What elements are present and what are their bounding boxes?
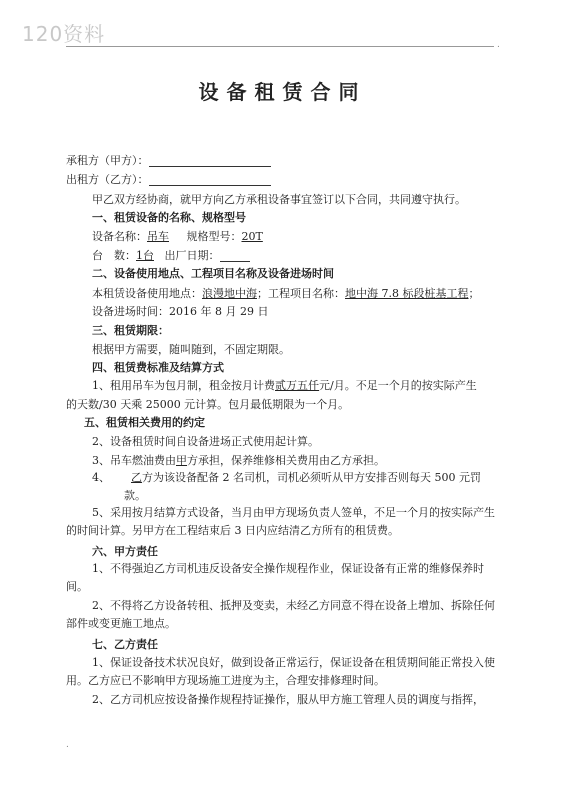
clause-5-4: 4、 乙方为该设备配备 2 名司机，司机必须听从甲方安排否则每天 500 元罚 [92, 471, 481, 484]
clause-7-1: 1、保证设备技术状况良好，做到设备正常运行，保证设备在租赁期间能正常投入使用。乙方应已不影响甲方现场施工进度为主，合理安排修理时间。 [66, 656, 495, 687]
header-rule [66, 46, 494, 47]
section-4-heading: 四、租赁费标准及结算方式 [92, 361, 224, 374]
clause-6-1: 1、不得强迫乙方司机违反设备安全操作规程作业，保证设备有正常的维修保养时间。 [66, 562, 484, 593]
watermark: 120资料 [22, 22, 106, 46]
fee-line-2: 的天数/30 天乘 25000 元计算。包月最低期限为一个月。 [66, 398, 350, 411]
section-6-heading: 六、甲方责任 [92, 545, 158, 558]
clause-5-2: 2、设备租赁时间自设备进场正式使用起计算。 [92, 435, 319, 448]
lessee-blank[interactable] [149, 155, 271, 167]
clause-7-2: 2、乙方司机应按设备操作规程持证操作，服从甲方施工管理人员的调度与指挥， [92, 693, 484, 706]
place-label: 本租赁设备使用地点： [92, 287, 202, 300]
lessor-blank[interactable] [149, 174, 271, 186]
footer-dot: . [66, 740, 69, 750]
section-7-heading: 七、乙方责任 [92, 638, 158, 651]
section-1-heading: 一、租赁设备的名称、规格型号 [92, 211, 246, 224]
monthly-amount: 贰万五仟 [275, 379, 319, 392]
driver-party: 乙 [130, 471, 142, 484]
count-value: 1台 [136, 249, 154, 262]
section-2-heading: 二、设备使用地点、工程项目名称及设备进场时间 [92, 267, 334, 280]
lessor-line [66, 173, 502, 186]
section-3-heading: 三、租赁期限： [92, 324, 169, 337]
project-label: ；工程项目名称： [257, 287, 345, 300]
place-value: 浪漫地中海 [202, 287, 257, 300]
count-line [92, 249, 528, 262]
equipment-name-line [92, 230, 528, 243]
term-text: 根据甲方需要，随叫随到，不固定期限。 [92, 343, 290, 356]
clause-5-4-cont: 款。 [124, 489, 146, 502]
fee-line-1: 1、租用吊车为包月制，租金按月计费贰万五仟元/月。不足一个月的按实际产生 [92, 379, 477, 392]
clause-5-5: 5、采用按月结算方式设备，当月由甲方现场负责人签单，不足一个月的按实际产生的时间计算。另甲方在工程结束后 3 日内应结清乙方所有的租赁费。 [66, 506, 495, 537]
clause-6-2: 2、不得将乙方设备转租、抵押及变卖，未经乙方同意不得在设备上增加、拆除任何部件或变更施工地点。 [66, 599, 495, 630]
section-5-heading: 五、租赁相关费用的约定 [84, 416, 205, 429]
equipment-name-label: 设备名称： [92, 230, 147, 243]
clause-5-3: 3、吊车燃油费由甲方承担，保养维修相关费用由乙方承担。 [92, 454, 385, 467]
equipment-name-value: 吊车 [147, 230, 169, 243]
spec-value: 20T [241, 230, 263, 243]
factory-date-blank[interactable] [220, 250, 250, 262]
fuel-party: 甲 [176, 454, 187, 467]
header-dot: . [497, 40, 500, 50]
document-title: 设备租赁合同 [198, 80, 367, 104]
lessee-line [66, 154, 502, 167]
lessor-label: 出租方（乙方）： [66, 173, 149, 186]
entry-date: 设备进场时间：2016 年 8 月 29 日 [92, 305, 269, 318]
intro-text: 甲乙双方经协商，就甲方向乙方承租设备事宜签订以下合同，共同遵守执行。 [92, 193, 466, 206]
spec-label: 规格型号： [186, 230, 242, 243]
place-line: 本租赁设备使用地点：浪漫地中海；工程项目名称：地中海 7.8 标段桩基工程； [92, 287, 480, 300]
count-label: 台 数： [92, 249, 136, 262]
lessee-label: 承租方（甲方）： [66, 154, 149, 167]
project-value: 地中海 7.8 标段桩基工程 [345, 287, 469, 300]
factory-date-label: 出厂日期： [164, 249, 220, 262]
